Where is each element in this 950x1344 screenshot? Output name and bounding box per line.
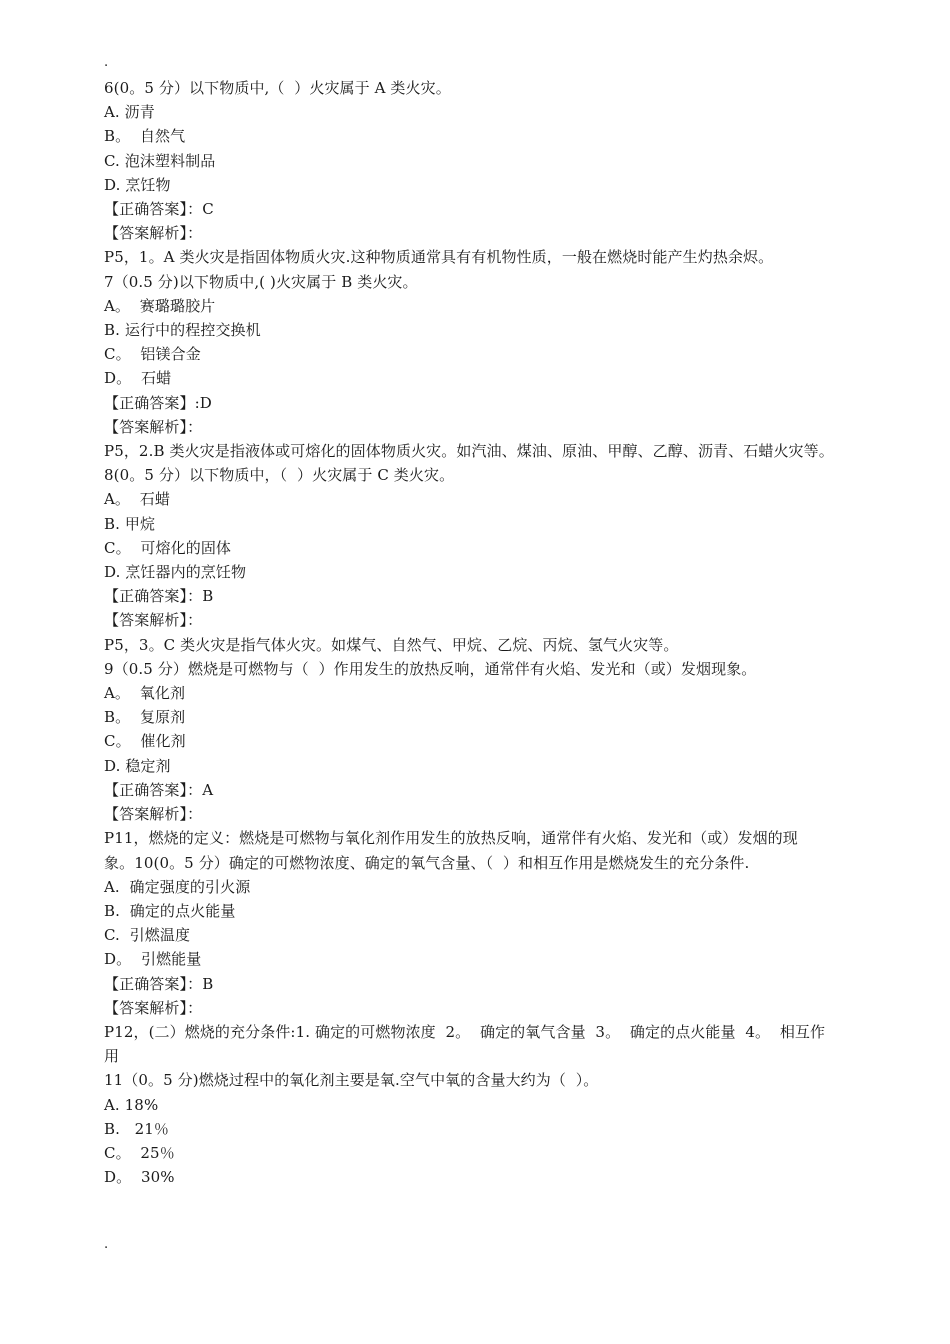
question-7-answer: 【正确答案】:D — [104, 393, 212, 412]
question-8-option-b: B. 甲烷 — [104, 514, 156, 533]
document-body — [104, 76, 874, 1189]
question-10-option-d: D。 引燃能量 — [104, 950, 202, 969]
question-11-stem: 11（0。5 分)燃烧过程中的氧化剂主要是氧.空气中氧的含量大约为（ ）。 — [104, 1071, 599, 1090]
question-10-option-b: B. 确定的点火能量 — [104, 901, 236, 920]
question-7-option-c: C。 铝镁合金 — [104, 345, 201, 364]
question-10-answer: 【正确答案】：B — [104, 974, 214, 993]
question-9-option-d: D. 稳定剂 — [104, 756, 171, 775]
question-8-stem: 8(0。5 分）以下物质中，（ ）火灾属于 C 类火灾。 — [104, 466, 455, 485]
page-marker-top: . — [104, 55, 109, 70]
question-9-analysis-heading: 【答案解析】： — [104, 805, 203, 824]
question-9-option-a: A。 氧化剂 — [104, 684, 186, 703]
question-11-option-a: A. 18% — [104, 1095, 159, 1114]
question-9-analysis: P11，燃烧的定义：燃烧是可燃物与氧化剂作用发生的放热反响，通常伴有火焰、发光和（或）发烟的现 — [104, 829, 798, 848]
question-7-option-a: A。 赛璐璐胶片 — [104, 296, 216, 315]
question-6-analysis: P5，1。A 类火灾是指固体物质火灾.这种物质通常具有有机物性质，一般在燃烧时能产生灼热余烬。 — [104, 248, 774, 267]
question-6-option-b: B。 自然气 — [104, 127, 186, 146]
question-7-option-b: B. 运行中的程控交换机 — [104, 321, 261, 340]
question-7-stem: 7（0.5 分)以下物质中,( )火灾属于 B 类火灾。 — [104, 272, 418, 291]
question-8-answer: 【正确答案】：B — [104, 587, 214, 606]
page-marker-bottom: . — [104, 1237, 109, 1252]
question-11-option-d: D。 30% — [104, 1168, 175, 1187]
question-8-analysis-heading: 【答案解析】： — [104, 611, 203, 630]
question-9-option-c: C。 催化剂 — [104, 732, 186, 751]
question-10-analysis: P12，(二）燃烧的充分条件:1. 确定的可燃物浓度 2。 确定的氧气含量 3。 确定的点火能量 4。 相互作 — [104, 1022, 826, 1041]
question-9-stem: 9（0.5 分）燃烧是可燃物与（ ）作用发生的放热反响，通常伴有火焰、发光和（或）发烟现象。 — [104, 659, 757, 678]
question-6-answer: 【正确答案】：C — [104, 200, 214, 219]
question-6-option-a: A. 沥青 — [104, 103, 155, 122]
question-6-stem: 6(0。5 分）以下物质中,（ ）火灾属于 A 类火灾。 — [104, 79, 451, 97]
question-10-analysis-continued: 用 — [104, 1047, 120, 1066]
question-6-option-d: D. 烹饪物 — [104, 175, 171, 194]
question-10-analysis-heading: 【答案解析】： — [104, 998, 203, 1017]
question-8-option-c: C。 可熔化的固体 — [104, 538, 232, 557]
question-11-option-b: B. 21％ — [104, 1119, 169, 1138]
question-10-option-a: A. 确定强度的引火源 — [104, 877, 251, 896]
question-7-analysis-heading: 【答案解析】： — [104, 417, 203, 436]
question-8-option-a: A。 石蜡 — [104, 490, 170, 509]
question-10-option-c: C. 引燃温度 — [104, 926, 191, 945]
question-8-option-d: D. 烹饪器内的烹饪物 — [104, 563, 247, 582]
question-7-analysis: P5，2.B 类火灾是指液体或可熔化的固体物质火灾。如汽油、煤油、原油、甲醇、乙醇、沥青、石蜡火灾等。 — [104, 442, 834, 461]
question-6-option-c: C. 泡沫塑料制品 — [104, 151, 216, 170]
question-9-option-b: B。 复原剂 — [104, 708, 186, 727]
question-6-analysis-heading: 【答案解析】： — [104, 224, 203, 243]
question-7-option-d: D。 石蜡 — [104, 369, 172, 388]
question-8-analysis: P5，3。C 类火灾是指气体火灾。如煤气、自然气、甲烷、乙烷、丙烷、氢气火灾等。 — [104, 635, 679, 654]
question-11-option-c: C。 25％ — [104, 1143, 175, 1162]
question-10-stem: 象。10(0。5 分）确定的可燃物浓度、确定的氧气含量、（ ）和相互作用是燃烧发生的充分条件. — [104, 853, 750, 872]
question-9-answer: 【正确答案】：A — [104, 780, 214, 799]
